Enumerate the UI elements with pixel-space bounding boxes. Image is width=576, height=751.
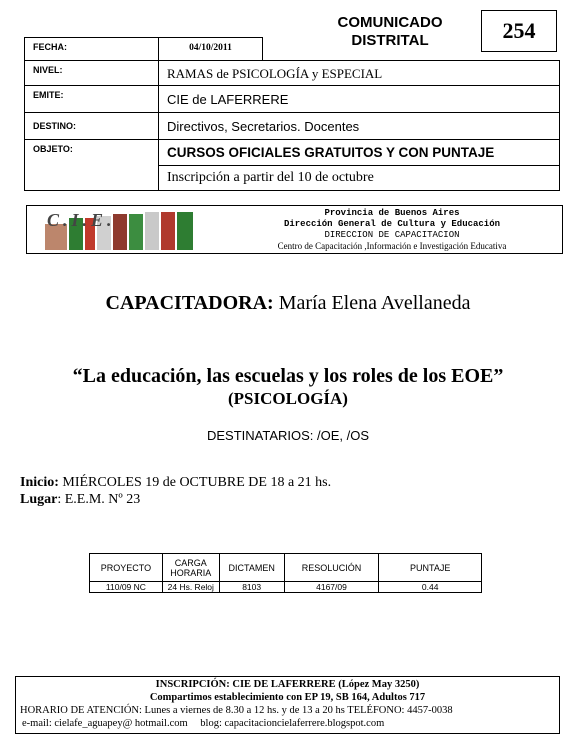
table-cell: 8103 xyxy=(219,582,284,593)
capacitadora-line xyxy=(0,292,576,315)
title-line-1: COMUNICADO xyxy=(337,14,443,31)
table-row xyxy=(90,582,482,593)
fecha-value: 04/10/2011 xyxy=(158,37,263,61)
inicio-label: Inicio: xyxy=(20,475,59,490)
footer-blog[interactable]: blog: capacitacioncielaferrere.blogspot.com xyxy=(200,718,385,729)
emite-value: CIE de LAFERRERE xyxy=(158,85,560,113)
banner-direccion-general: Dirección General de Cultura y Educación xyxy=(283,219,501,229)
lugar-value: : E.E.M. Nº 23 xyxy=(57,492,141,507)
nivel-label: NIVEL: xyxy=(24,60,159,86)
inicio-value: MIÉRCOLES 19 de OCTUBRE DE 18 a 21 hs. xyxy=(62,475,332,490)
course-data-table xyxy=(89,553,482,593)
destino-value: Directivos, Secretarios. Docentes xyxy=(158,112,560,140)
objeto-value-2: Inscripción a partir del 10 de octubre xyxy=(158,165,560,191)
footer-inscripcion: INSCRIPCIÓN: CIE DE LAFERRERE (López May 3250) xyxy=(155,679,420,690)
banner-province: Provincia de Buenos Aires xyxy=(324,208,460,218)
table-header-row xyxy=(90,554,482,582)
table-header-cell: DICTAMEN xyxy=(219,554,284,582)
banner-centro: Centro de Capacitación ,Información e Investigación Educativa xyxy=(277,241,507,251)
comunicado-number: 254 xyxy=(481,10,557,52)
capacitadora-name: María Elena Avellaneda xyxy=(278,292,471,314)
lugar-label: Lugar xyxy=(20,492,58,507)
lugar-line xyxy=(20,492,140,508)
title-line-2: DISTRITAL xyxy=(351,32,429,49)
objeto-value: CURSOS OFICIALES GRATUITOS Y CON PUNTAJE xyxy=(158,139,560,166)
table-header-cell: PROYECTO xyxy=(90,554,163,582)
footer-contact xyxy=(22,718,384,730)
table-cell: 110/09 NC xyxy=(90,582,163,593)
footer-establecimiento: Compartimos establecimiento con EP 19, SB 164, Adultos 717 xyxy=(149,692,426,703)
banner-direccion-capacitacion: DIRECCION DE CAPACITACION xyxy=(324,230,460,240)
capacitadora-label: CAPACITADORA: xyxy=(105,292,274,314)
objeto-label: OBJETO: xyxy=(24,139,159,191)
course-title: “La educación, las escuelas y los roles de los EOE” xyxy=(72,365,504,387)
cie-logo-text: C.I.E. xyxy=(47,210,116,230)
footer-horario: HORARIO DE ATENCIÓN: Lunes a viernes de 8.30 a 12 hs. y de 13 a 20 hs TELÉFONO: 4457-0038 xyxy=(20,705,453,716)
table-cell: 0.44 xyxy=(379,582,482,593)
table-cell: 24 Hs. Reloj xyxy=(162,582,219,593)
cie-banner xyxy=(26,205,563,254)
table-header-cell: RESOLUCIÓN xyxy=(284,554,379,582)
table-header-cell: CARGA HORARIA xyxy=(162,554,219,582)
course-subtitle: (PSICOLOGÍA) xyxy=(228,389,348,408)
footer-box xyxy=(15,676,560,734)
inicio-line xyxy=(20,475,331,491)
emite-label: EMITE: xyxy=(24,85,159,113)
nivel-value: RAMAS de PSICOLOGÍA y ESPECIAL xyxy=(158,60,560,86)
comunicado-title xyxy=(320,14,460,50)
table-header-cell: PUNTAJE xyxy=(379,554,482,582)
table-cell: 4167/09 xyxy=(284,582,379,593)
destino-label: DESTINO: xyxy=(24,112,159,140)
footer-email[interactable]: e-mail: cielafe_aguapey@ hotmail.com xyxy=(22,718,188,729)
fecha-label: FECHA: xyxy=(24,37,159,61)
destinatarios: DESTINATARIOS: /OE, /OS xyxy=(206,428,370,443)
